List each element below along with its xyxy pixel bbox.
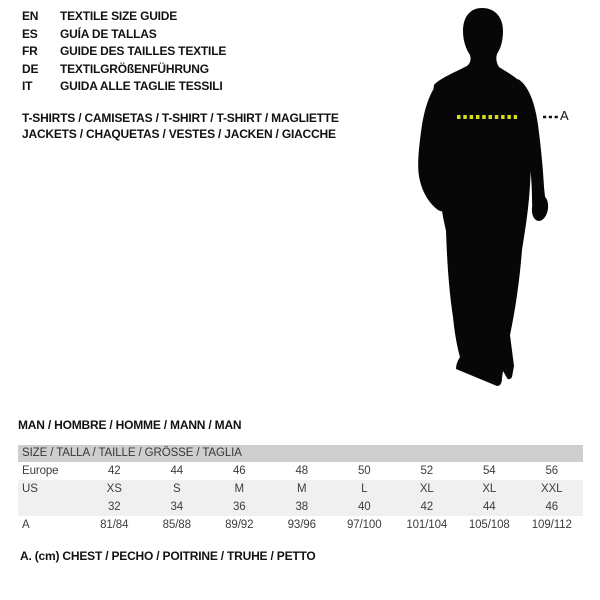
category-line-tshirts: T-SHIRTS / CAMISETAS / T-SHIRT / T-SHIRT / MAGLIETTE <box>22 111 339 125</box>
language-code: DE <box>22 61 39 76</box>
language-label: GUIDA ALLE TAGLIE TESSILI <box>60 79 223 93</box>
table-cell: 50 <box>357 465 371 477</box>
table-cell: 44 <box>170 465 184 477</box>
man-silhouette-figure <box>390 5 590 405</box>
table-cell: 54 <box>482 465 496 477</box>
language-code: ES <box>22 26 38 41</box>
table-cell: 36 <box>232 501 246 513</box>
table-cell: XL <box>482 483 497 495</box>
table-row-chest <box>18 516 583 534</box>
table-cell: 93/96 <box>287 519 316 531</box>
measurement-a-label: A <box>560 108 569 123</box>
language-label: TEXTILGRÖßENFÜHRUNG <box>60 61 209 76</box>
language-label: GUIDE DES TAILLES TEXTILE <box>60 44 227 58</box>
table-cell: 81/84 <box>100 519 129 531</box>
table-cell: XL <box>419 483 434 495</box>
table-cell: 89/92 <box>225 519 254 531</box>
row-label: US <box>22 483 38 495</box>
table-cell: M <box>234 483 244 495</box>
language-code: EN <box>22 9 39 23</box>
table-cell: L <box>361 483 368 495</box>
row-label: Europe <box>22 465 59 477</box>
table-cell: 85/88 <box>162 519 191 531</box>
table-cell: 38 <box>295 501 309 513</box>
row-label: A <box>22 519 30 531</box>
language-row-en <box>22 8 226 26</box>
table-cell: XXL <box>541 483 563 495</box>
size-table-header: SIZE / TALLA / TAILLE / GRÖSSE / TAGLIA <box>18 445 583 462</box>
table-cell: S <box>172 483 181 495</box>
table-row-us-letters <box>18 480 583 498</box>
language-code: FR <box>22 44 38 58</box>
man-silhouette <box>390 5 590 405</box>
language-row-es <box>22 26 226 44</box>
table-cell: 56 <box>545 465 559 477</box>
table-cell: 109/112 <box>531 519 572 531</box>
table-cell: 40 <box>357 501 371 513</box>
language-code: IT <box>22 79 33 93</box>
table-cell: M <box>297 483 307 495</box>
category-line-jackets: JACKETS / CHAQUETAS / VESTES / JACKEN / GIACCHE <box>22 127 336 141</box>
table-cell: 46 <box>232 465 246 477</box>
language-label: GUÍA DE TALLAS <box>60 26 157 41</box>
table-cell: 101/104 <box>406 519 448 531</box>
table-cell: 46 <box>545 501 559 513</box>
language-row-fr <box>22 43 226 61</box>
table-cell: 48 <box>295 465 309 477</box>
row-label <box>18 498 83 516</box>
language-label: TEXTILE SIZE GUIDE <box>60 9 178 23</box>
size-table <box>18 445 583 534</box>
table-cell: 34 <box>170 501 184 513</box>
language-list <box>22 8 226 96</box>
table-cell: 42 <box>420 501 434 513</box>
measurement-footnote: A. (cm) CHEST / PECHO / POITRINE / TRUHE / PETTO <box>20 549 316 563</box>
language-row-de <box>22 61 226 79</box>
table-cell: 52 <box>420 465 434 477</box>
table-row-us-numbers <box>18 498 583 516</box>
table-cell: 32 <box>107 501 121 513</box>
table-cell: 42 <box>107 465 121 477</box>
table-cell: 105/108 <box>468 519 510 531</box>
category-list <box>22 110 339 142</box>
table-cell: 97/100 <box>346 519 382 531</box>
table-cell: XS <box>106 483 122 495</box>
table-cell: 44 <box>482 501 496 513</box>
section-title: MAN / HOMBRE / HOMME / MANN / MAN <box>18 418 242 432</box>
table-row-europe <box>18 462 583 480</box>
body-path <box>433 8 531 386</box>
language-row-it <box>22 78 226 96</box>
